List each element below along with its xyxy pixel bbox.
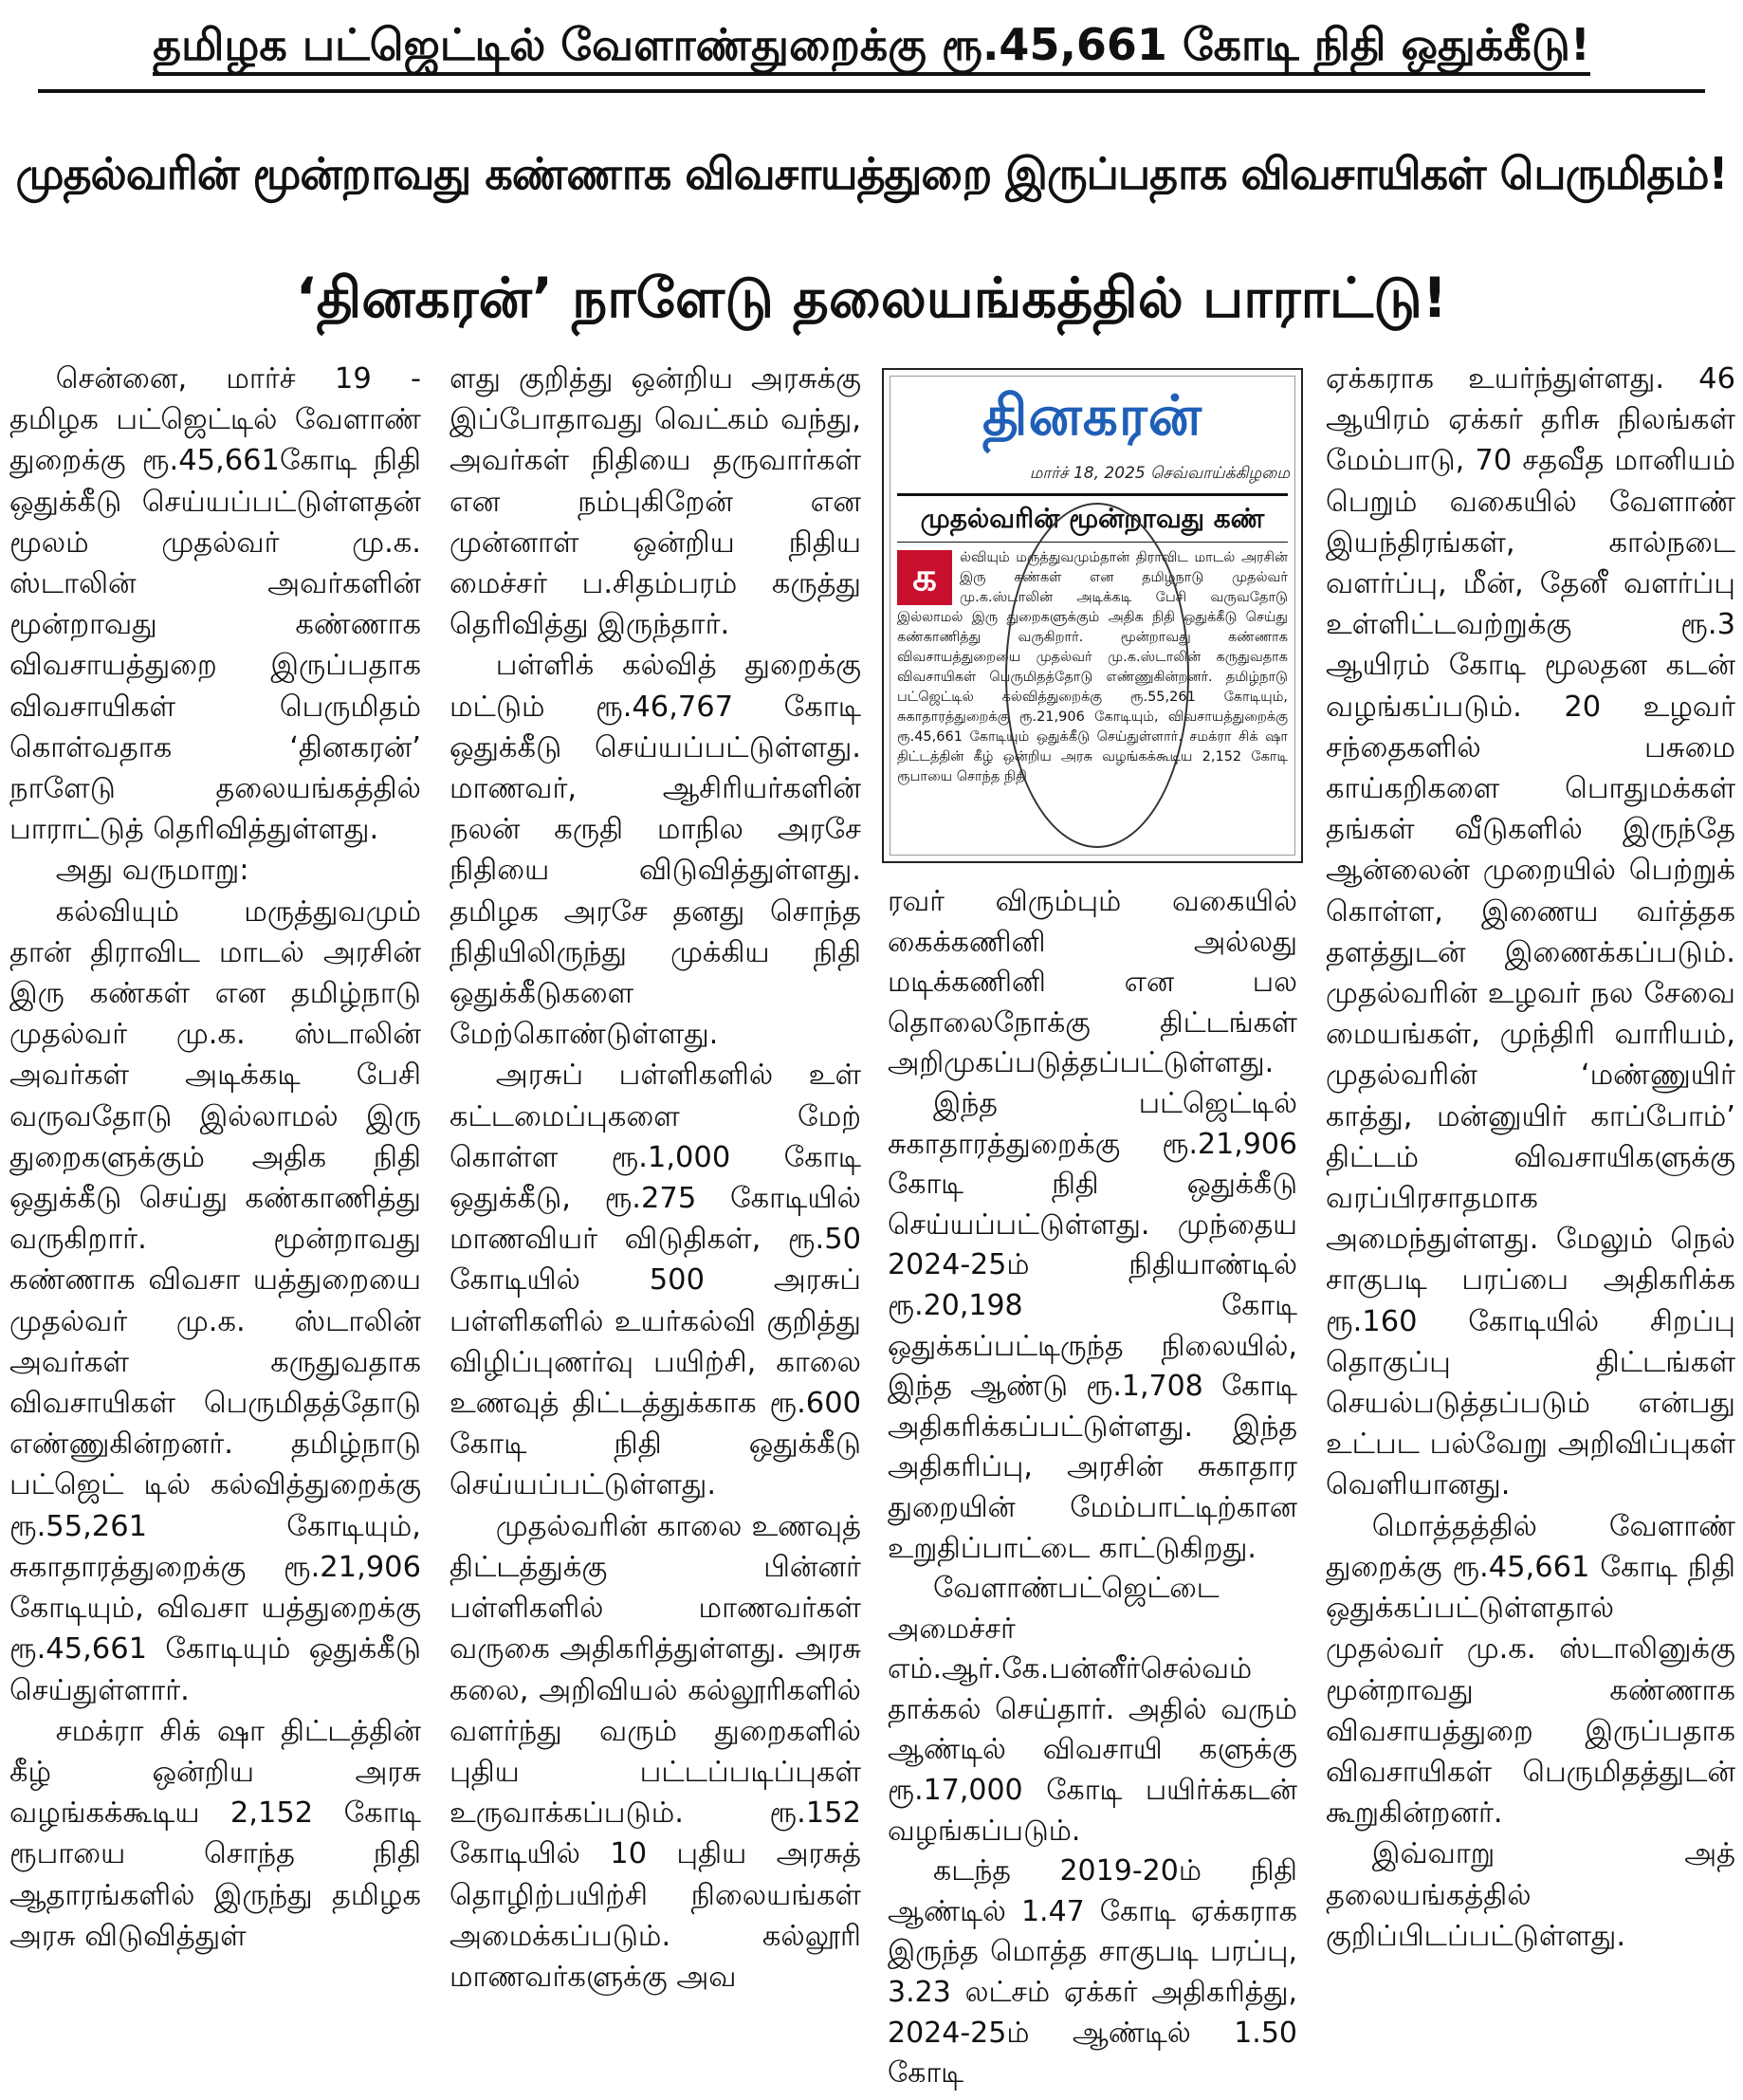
article-column-1 (9, 359, 421, 2094)
paragraph: அது வருமாறு: (55, 854, 249, 888)
paragraph: அரசுப் பள்ளிகளில் உள் கட்டமைப்புகளை மேற் கொள்ள ரூ.1,000 கோடி ஒதுக்கீடு, ரூ.275 கோடியில் மாணவியர் விடுதிகள், ரூ.50 கோடியில் 500 அரசுப் பள்ளிகளில் உயர்கல்வி குறித்து விழிப்புணர்வு பயிற்சி, காலை உணவுத் திட்டத்துக்காக ரூ.600 கோடி நிதி ஒதுக்கீடு செய்யப்பட்டுள்ளது. (450, 1059, 861, 1502)
paragraph: பள்ளிக் கல்வித் துறைக்கு மட்டும் ரூ.46,767 கோடி ஒதுக்கீடு செய்யப்பட்டுள்ளது. மாணவர், ஆசிரியர்களின் நலன் கருதி மாநில அரசே நிதியை விடுவித்துள்ளது. தமிழக அரசே தனது சொந்த நிதியிலிருந்து முக்கிய நிதி ஒதுக்கீடுகளை மேற்கொண்டுள்ளது. (450, 649, 861, 1052)
paragraph: சமக்ரா சிக் ஷா திட்டத்தின் கீழ் ஒன்றிய அரசு வழங்கக்கூடிய 2,152 கோடி ரூபாயை சொந்த நிதி ஆதாரங்களில் இருந்து தமிழக அரசு விடுவித்துள் (9, 1714, 421, 1953)
paragraph: ரவர் விரும்பும் வகையில் கைக்கணினி அல்லது மடிக்கணினி என பல தொலைநோக்கு திட்டங்கள் அறிமுகப்படுத்தப்பட்டுள்ளது. (888, 885, 1297, 1080)
paragraph: முதல்வரின் காலை உணவுத் திட்டத்துக்கு பின்னர் பள்ளிகளில் மாணவர்கள் வருகை அதிகரித்துள்ளது. அரசு கலை, அறிவியல் கல்லூரிகளில் வளர்ந்து வரும் துறைகளில் புதிய பட்டப்படிப்புகள் உருவாக்கப்படும். ரூ.152 கோடியில் 10 புதிய அரசுத் தொழிற்பயிற்சி நிலையங்கள் அமைக்கப்படும். கல்லூரி மாணவர்களுக்கு அவ (450, 1509, 861, 1994)
clipping-headline: முதல்வரின் மூன்றாவது கண் (897, 493, 1288, 543)
article-column-2 (450, 359, 861, 2094)
paragraph: சென்னை, மார்ச் 19 - தமிழக பட்ஜெட்டில் வேளாண் துறைக்கு ரூ.45,661கோடி நிதி ஒதுக்கீடு செய்யப்பட்டுள்ளதன் மூலம் முதல்வர் மு.க. ஸ்டாலின் அவர்களின் மூன்றாவது கண்ணாக விவசாயத்துறை இருப்பதாக விவசாயிகள் பெருமிதம் கொள்வதாக ‘தினகரன்’ நாளேடு தலையங்கத்தில் பாராட்டுத் தெரிவித்துள்ளது. (9, 362, 421, 847)
paragraph: இந்த பட்ஜெட்டில் சுகாதாரத்துறைக்கு ரூ.21,906 கோடி நிதி ஒதுக்கீடு செய்யப்பட்டுள்ளது. முந்தைய 2024-25ம் நிதியாண்டில் ரூ.20,198 கோடி ஒதுக்கப்பட்டிருந்த நிலையில், இந்த ஆண்டு ரூ.1,708 கோடி அதிகரிக்கப்பட்டுள்ளது. இந்த அதிகரிப்பு, அரசின் சுகாதார துறையின் மேம்பாட்டிற்கான உறுதிப்பாட்டை காட்டுகிறது. (888, 1086, 1297, 1565)
paragraph: ஏக்கராக உயர்ந்துள்ளது. 46 ஆயிரம் ஏக்கர் தரிசு நிலங்கள் மேம்பாடு, 70 சதவீத மானியம் பெறும் வகையில் வேளாண் இயந்திரங்கள், கால்நடை வளர்ப்பு, மீன், தேனீ வளர்ப்பு உள்ளிட்டவற்றுக்கு ரூ.3 ஆயிரம் கோடி மூலதன கடன் வழங்கப்படும். 20 உழவர் சந்தைகளில் பசுமை காய்கறிகளை பொதுமக்கள் தங்கள் வீடுகளில் இருந்தே ஆன்லைன் முறையில் பெற்றுக் கொள்ள, இணைய வர்த்தக தளத்துடன் இணைக்கப்படும். முதல்வரின் உழவர் நல சேவை மையங்கள், முந்திரி வாரியம், முதல்வரின் ‘மண்ணுயிர் காத்து, மன்னுயிர் காப்போம்’ திட்டம் விவசாயிகளுக்கு வரப்பிரசாதமாக அமைந்துள்ளது. மேலும் நெல் சாகுபடி பரப்பை அதிகரிக்க ரூ.160 கோடியில் சிறப்பு தொகுப்பு திட்டங்கள் செயல்படுத்தப்படும் என்பது உட்பட பல்வேறு அறிவிப்புகள் வெளியானது. (1326, 362, 1735, 1502)
paragraph: ளது குறித்து ஒன்றிய அரசுக்கு இப்போதாவது வெட்கம் வந்து, அவர்கள் நிதியை தருவார்கள் என நம்புகிறேன் என முன்னாள் ஒன்றிய நிதிய மைச்சர் ப.சிதம்பரம் கருத்து தெரிவித்து இருந்தார். (450, 362, 861, 642)
kicker-text: தமிழக பட்ஜெட்டில் வேளாண்துறைக்கு ரூ.45,661 கோடி நிதி ஒதுக்கீடு! (153, 19, 1590, 76)
clipping-masthead: தினகரன் (982, 383, 1203, 448)
clipping-text: ல்வியும் மருத்துவமும்தான் திராவிட மாடல் அரசின் இரு கண்கள் என தமிழ்நாடு முதல்வர் மு.க.ஸ்டாலின் அடிக்கடி பேசி வருவதோடு இல்லாமல் இரு துறைகளுக்கும் அதிக நிதி ஒதுக்கீடு செய்து கண்காணித்து வருகிறார். மூன்றாவது கண்ணாக விவசாயத்துறையை முதல்வர் மு.க.ஸ்டாலின் கருதுவதாக விவசாயிகள் பெருமிதத்தோடு எண்ணுகின்றனர். தமிழ்நாடு பட்ஜெட்டில் கல்வித்துறைக்கு ரூ.55,261 கோடியும், சுகாதாரத்துறைக்கு ரூ.21,906 கோடியும், விவசாயத்துறைக்கு ரூ.45,661 கோடியும் ஒதுக்கீடு செய்துள்ளார். சமக்ரா சிக் ஷா திட்டத்தின் கீழ் ஒன்றிய அரசு வழங்கக்கூடிய 2,152 கோடி ரூபாயை சொந்த நிதி (897, 550, 1288, 784)
newspaper-clipping (882, 368, 1303, 863)
main-headline: முதல்வரின் மூன்றாவது கண்ணாக விவசாயத்துறை இருப்பதாக விவசாயிகள் பெருமிதம்! (15, 148, 1728, 199)
kicker-headline (38, 6, 1705, 83)
sub-headline: ‘தினகரன்’ நாளேடு தலையங்கத்தில் பாராட்டு! (295, 266, 1448, 330)
paragraph: கல்வியும் மருத்துவமும் தான் திராவிட மாடல் அரசின் இரு கண்கள் என தமிழ்நாடு முதல்வர் மு.க. ஸ்டாலின் அவர்கள் அடிக்கடி பேசி வருவதோடு இல்லாமல் இரு துறைகளுக்கும் அதிக நிதி ஒதுக்கீடு செய்து கண்காணித்து வருகிறார். மூன்றாவது கண்ணாக விவசா யத்துறையை முதல்வர் மு.க. ஸ்டாலின் அவர்கள் கருதுவதாக விவசாயிகள் பெருமிதத்தோடு எண்ணுகின்றனர். தமிழ்நாடு பட்ஜெட் டில் கல்வித்துறைக்கு ரூ.55,261 கோடியும், சுகாதாரத்துறைக்கு ரூ.21,906 கோடியும், விவசா யத்துறைக்கு ரூ.45,661 கோடியும் ஒதுக்கீடு செய்துள்ளார். (9, 894, 421, 1707)
article-column-3 (888, 882, 1297, 2094)
highlight-circle (1005, 503, 1189, 848)
clipping-dropcap: க (897, 550, 952, 605)
clipping-date: மார்ச் 18, 2025 செவ்வாய்க்கிழமை (1029, 464, 1290, 483)
paragraph: கடந்த 2019-20ம் நிதி ஆண்டில் 1.47 கோடி ஏக்கராக இருந்த மொத்த சாகுபடி பரப்பு, 3.23 லட்சம் ஏக்கர் அதிகரித்து, 2024-25ம் ஆண்டில் 1.50 கோடி (888, 1854, 1297, 2091)
paragraph: மொத்தத்தில் வேளாண் துறைக்கு ரூ.45,661 கோடி நிதி ஒதுக்கப்பட்டுள்ளதால் முதல்வர் மு.க. ஸ்டாலினுக்கு மூன்றாவது கண்ணாக விவசாயத்துறை இருப்பதாக விவசாயிகள் பெருமிதத்துடன் கூறுகின்றனர். (1326, 1509, 1735, 1831)
article-column-4 (1326, 359, 1735, 2094)
paragraph: இவ்வாறு அத் தலையங்கத்தில் குறிப்பிடப்பட்டுள்ளது. (1326, 1837, 1735, 1953)
paragraph: வேளாண்பட்ஜெட்டை அமைச்சர் எம்.ஆர்.கே.பன்னீர்செல்வம் தாக்கல் செய்தார். அதில் வரும் ஆண்டில் விவசாயி களுக்கு ரூ.17,000 கோடி பயிர்க்கடன் வழங்கப்படும். (888, 1572, 1297, 1848)
divider-rule (38, 89, 1705, 93)
